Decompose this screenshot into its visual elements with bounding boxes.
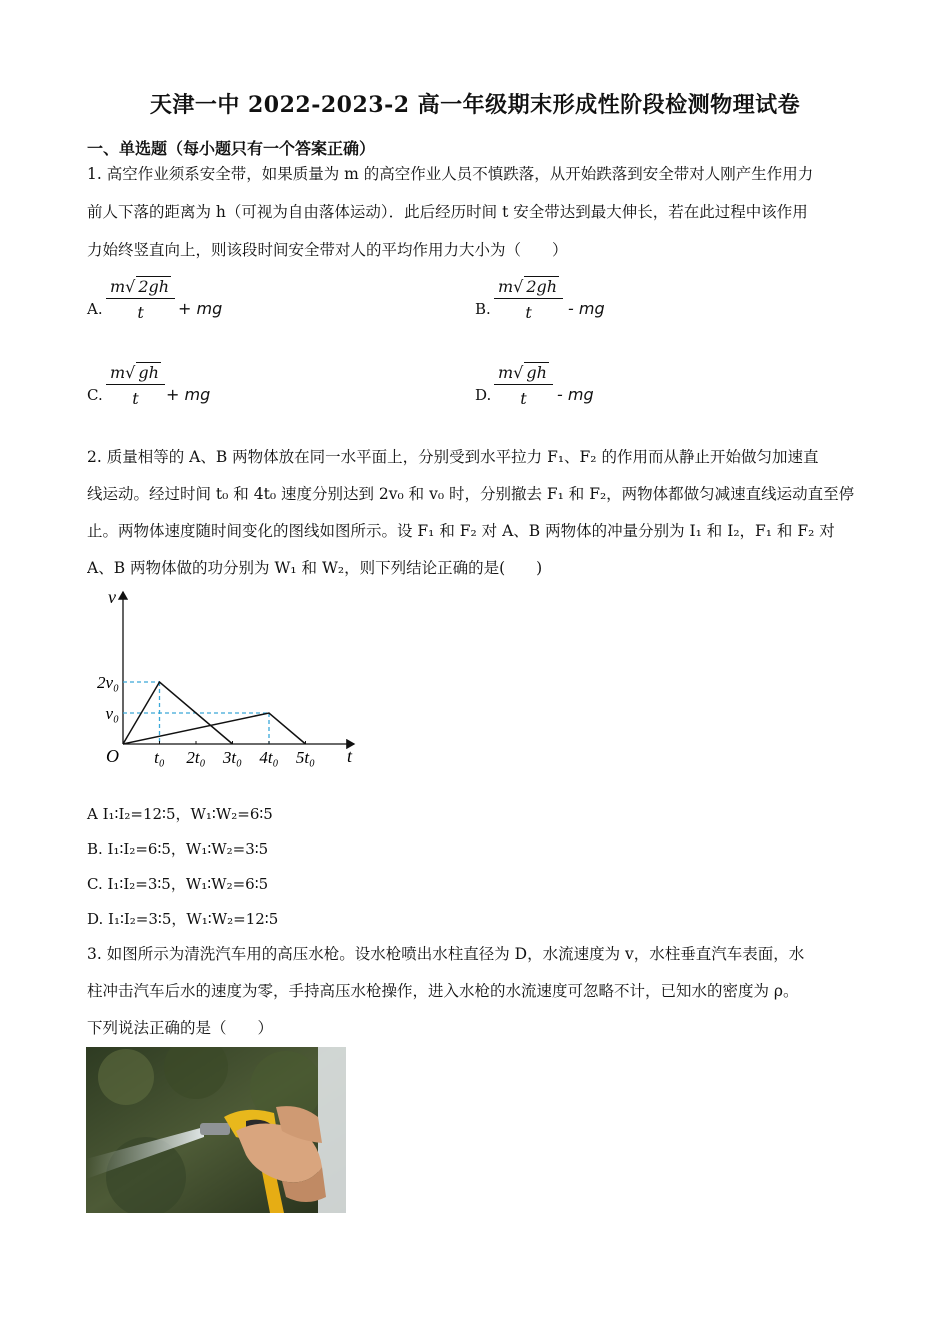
q1-option-b-label: B. <box>475 300 491 318</box>
q1-option-c-den: t <box>132 389 139 408</box>
q1-option-b-num: m <box>498 277 514 296</box>
q1-option-c-fraction: $\frac{m√ gh}{t}$ <box>106 362 165 408</box>
q1-option-d-fraction: $\frac{m√ gh}{t}$ <box>494 362 553 408</box>
q1-option-d-tail: - mg <box>557 385 594 404</box>
q1-option-a-tail: + mg <box>178 299 223 318</box>
x-tick-label-1: t₀ <box>154 748 165 767</box>
y-tick-label-1: 2v₀ <box>97 673 119 692</box>
origin-label: O <box>106 746 119 766</box>
q2-choice-d: D. I₁∶I₂=3∶5，W₁∶W₂=12∶5 <box>87 910 279 928</box>
q2-line-1: 2. 质量相等的 A、B 两物体放在同一水平面上，分别受到水平拉力 F₁、F₂ 的作用而从静止开始做匀加速直 <box>87 448 819 466</box>
q3-line-1: 3. 如图所示为清洗汽车用的高压水枪。设水枪喷出水柱直径为 D，水流速度为 v，水柱垂直汽车表面，水 <box>87 945 805 963</box>
q1-option-c-num: m <box>110 363 126 382</box>
q1-option-a-fraction: $\frac{m√ 2gh}{t}$ <box>106 276 175 322</box>
x-tick-label-3: 3t₀ <box>222 748 243 767</box>
q1-option-a-radicand: 2gh <box>138 277 170 296</box>
q1-option-d-label: D. <box>475 386 492 404</box>
q1-line-1: 1. 高空作业须系安全带，如果质量为 m 的高空作业人员不慎跌落，从开始跌落到安全带对人刚产生作用力 <box>87 165 814 183</box>
q3-line-3: 下列说法正确的是（ ） <box>87 1019 274 1037</box>
y-tick-label-2: v₀ <box>105 704 119 723</box>
x-axis-label: t <box>347 746 353 766</box>
section-heading: 一、单选题（每小题只有一个答案正确） <box>87 139 376 158</box>
q1-option-b-tail: - mg <box>568 299 605 318</box>
q1-line-2: 前人下落的距离为 h（可视为自由落体运动）．此后经历时间 t 安全带达到最大伸长，若在此过程中该作用 <box>87 203 808 221</box>
y-axis-label: v <box>108 588 116 607</box>
q1-option-a-label: A. <box>87 300 103 318</box>
q1-option-a-num: m <box>110 277 126 296</box>
q2-line-3: 止。两物体速度随时间变化的图线如图所示。设 F₁ 和 F₂ 对 A、B 两物体的冲量分别为 I₁ 和 I₂，F₁ 和 F₂ 对 <box>87 522 835 540</box>
q2-choice-a: A I₁∶I₂=12∶5，W₁∶W₂=6∶5 <box>87 805 273 823</box>
q2-choice-c: C. I₁∶I₂=3∶5，W₁∶W₂=6∶5 <box>87 875 269 893</box>
q1-option-c-label: C. <box>87 386 103 404</box>
q2-line-4: A、B 两物体做的功分别为 W₁ 和 W₂，则下列结论正确的是( ) <box>87 559 543 577</box>
q1-option-b-fraction: $\frac{m√ 2gh}{t}$ <box>494 276 563 322</box>
x-tick-label-4: 4t₀ <box>259 748 279 767</box>
q1-option-a-den: t <box>137 303 144 322</box>
x-tick-label-5: 5t₀ <box>295 748 316 767</box>
q1-option-b-radicand: 2gh <box>526 277 558 296</box>
q1-option-d-den: t <box>520 389 527 408</box>
q2-line-2: 线运动。经过时间 t₀ 和 4t₀ 速度分别达到 2v₀ 和 v₀ 时，分别撤去 F₁ 和 F₂，两物体都做匀减速直线运动直至停 <box>87 485 855 503</box>
q3-line-2: 柱冲击汽车后水的速度为零，手持高压水枪操作，进入水枪的水流速度可忽略不计，已知水的密度为 ρ。 <box>87 982 799 1000</box>
q1-line-3: 力始终竖直向上，则该段时间安全带对人的平均作用力大小为（ ） <box>87 241 568 259</box>
q1-option-c-radicand: gh <box>138 363 159 382</box>
q1-option-b-den: t <box>525 303 532 322</box>
q1-option-c-tail: + mg <box>166 385 211 404</box>
x-tick-label-2: 2t₀ <box>186 748 206 767</box>
q1-option-d-radicand: gh <box>526 363 547 382</box>
q2-choice-b: B. I₁∶I₂=6∶5，W₁∶W₂=3∶5 <box>87 840 269 858</box>
q1-option-d-num: m <box>498 363 514 382</box>
water-gun-photo <box>86 1047 346 1213</box>
page-title: 天津一中 2022-2023-2 高一年级期末形成性阶段检测物理试卷 <box>149 92 801 118</box>
velocity-time-graph <box>86 588 366 773</box>
